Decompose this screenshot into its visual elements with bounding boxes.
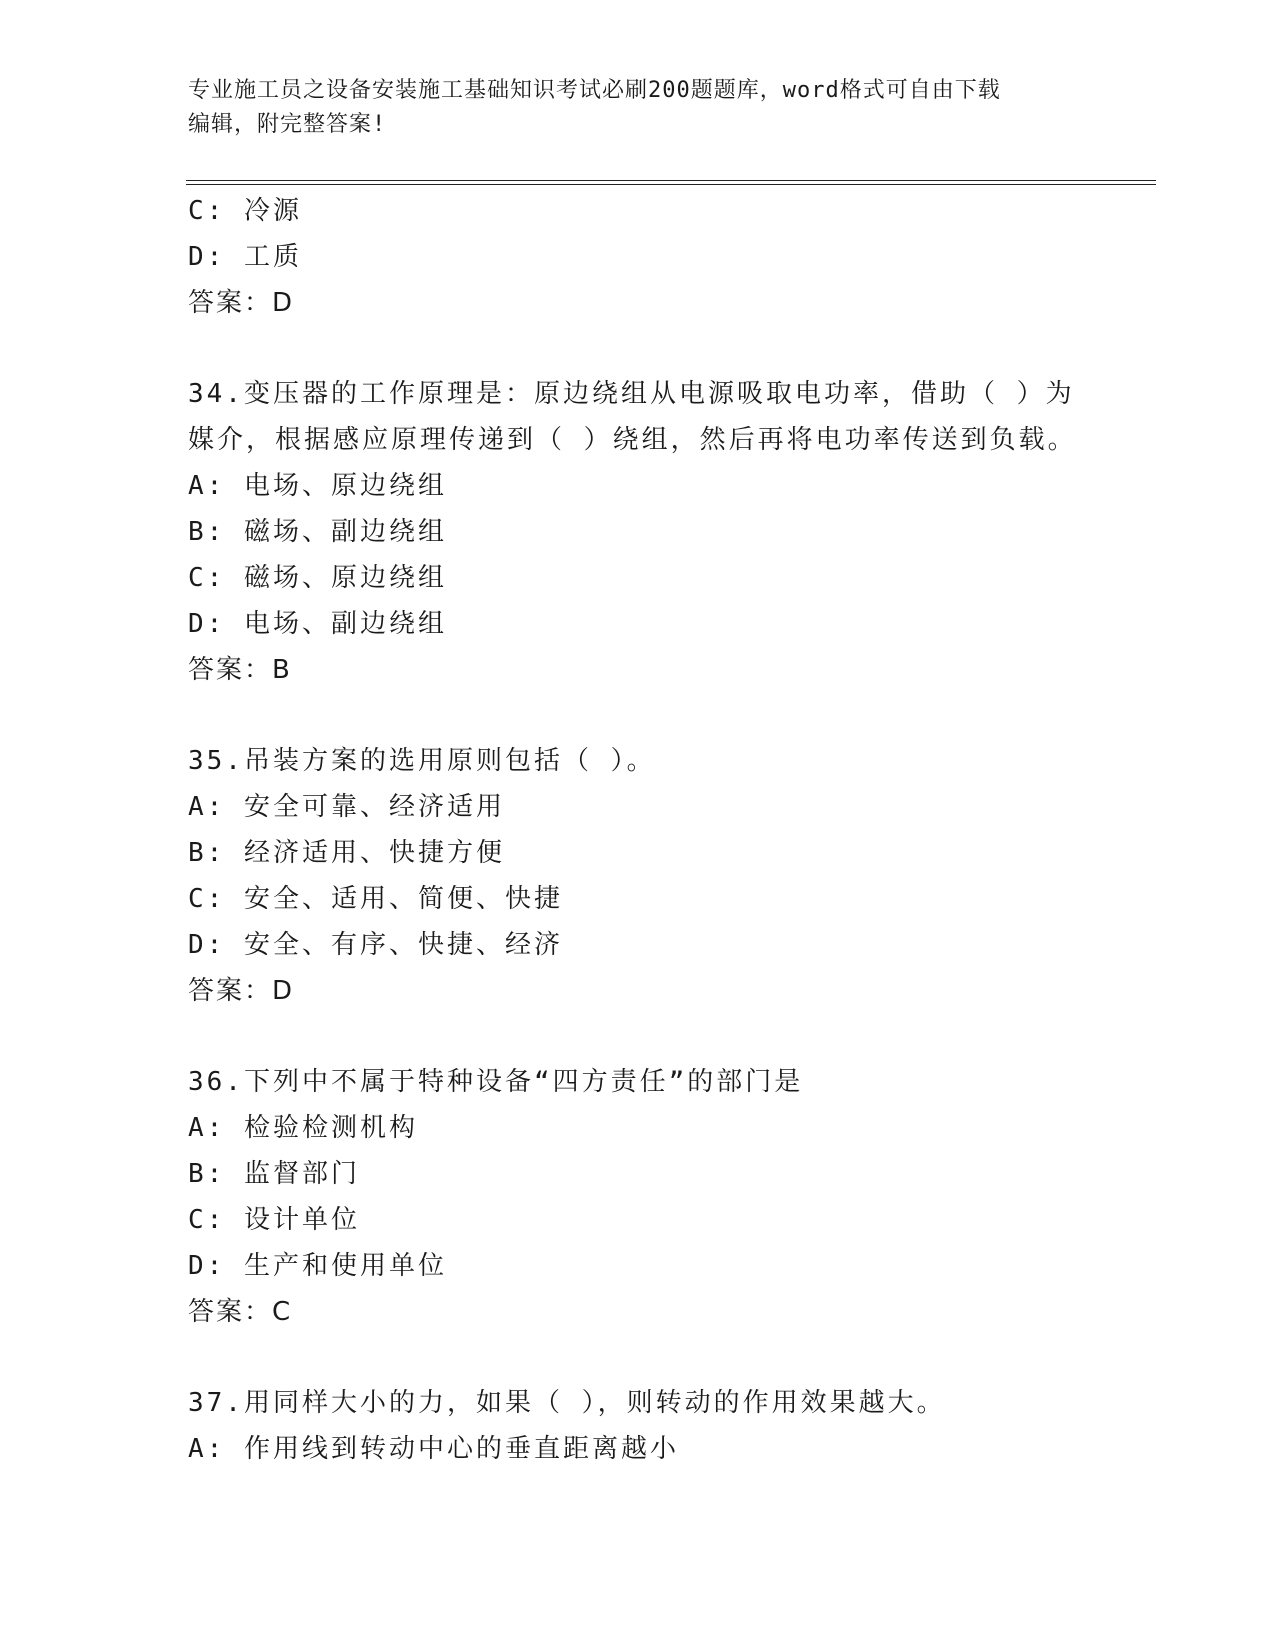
question-stem-continued: 媒介，根据感应原理传递到（ ）绕组，然后再将电功率传送到负载。 [188, 425, 1077, 455]
answer-line: 答案：D [188, 288, 295, 318]
header-title-line-1: 专业施工员之设备安装施工基础知识考试必刷200题题库，word格式可自由下载 [188, 78, 1001, 103]
option-d: D: 生产和使用单位 [188, 1251, 447, 1281]
option-d: D: 电场、副边绕组 [188, 609, 447, 639]
spacer [188, 1335, 1088, 1380]
option-b: B: 磁场、副边绕组 [188, 517, 447, 547]
question-stem: 34.变压器的工作原理是：原边绕组从电源吸取电功率，借助（ ）为 [188, 379, 1075, 409]
question-34 [188, 371, 1088, 693]
question-stem: 35.吊装方案的选用原则包括（ ）。 [188, 746, 656, 776]
answer-line: 答案：C [188, 1297, 293, 1327]
question-33-tail [188, 188, 1088, 326]
option-d: D: 工质 [188, 242, 302, 272]
header-divider-top [186, 180, 1156, 181]
question-stem: 36.下列中不属于特种设备“四方责任”的部门是 [188, 1067, 804, 1097]
spacer [188, 326, 1088, 371]
answer-line: 答案：B [188, 655, 292, 685]
option-c: C: 冷源 [188, 196, 302, 226]
option-c: C: 设计单位 [188, 1205, 360, 1235]
answer-line: 答案：D [188, 976, 295, 1006]
option-c: C: 安全、适用、简便、快捷 [188, 884, 563, 914]
option-b: B: 监督部门 [188, 1159, 360, 1189]
option-c: C: 磁场、原边绕组 [188, 563, 447, 593]
question-list [188, 188, 1088, 1472]
option-d: D: 安全、有序、快捷、经济 [188, 930, 563, 960]
question-stem: 37.用同样大小的力，如果（ ），则转动的作用效果越大。 [188, 1388, 946, 1418]
option-a: A: 检验检测机构 [188, 1113, 418, 1143]
spacer [188, 1014, 1088, 1059]
header-title-line-2: 编辑，附完整答案! [188, 112, 387, 137]
question-35 [188, 738, 1088, 1014]
option-a: A: 电场、原边绕组 [188, 471, 447, 501]
spacer [188, 693, 1088, 738]
document-header [188, 74, 1088, 142]
header-divider-bottom [186, 184, 1156, 185]
question-36 [188, 1059, 1088, 1335]
option-a: A: 安全可靠、经济适用 [188, 792, 505, 822]
question-37 [188, 1380, 1088, 1472]
option-a: A: 作用线到转动中心的垂直距离越小 [188, 1434, 679, 1464]
option-b: B: 经济适用、快捷方便 [188, 838, 505, 868]
